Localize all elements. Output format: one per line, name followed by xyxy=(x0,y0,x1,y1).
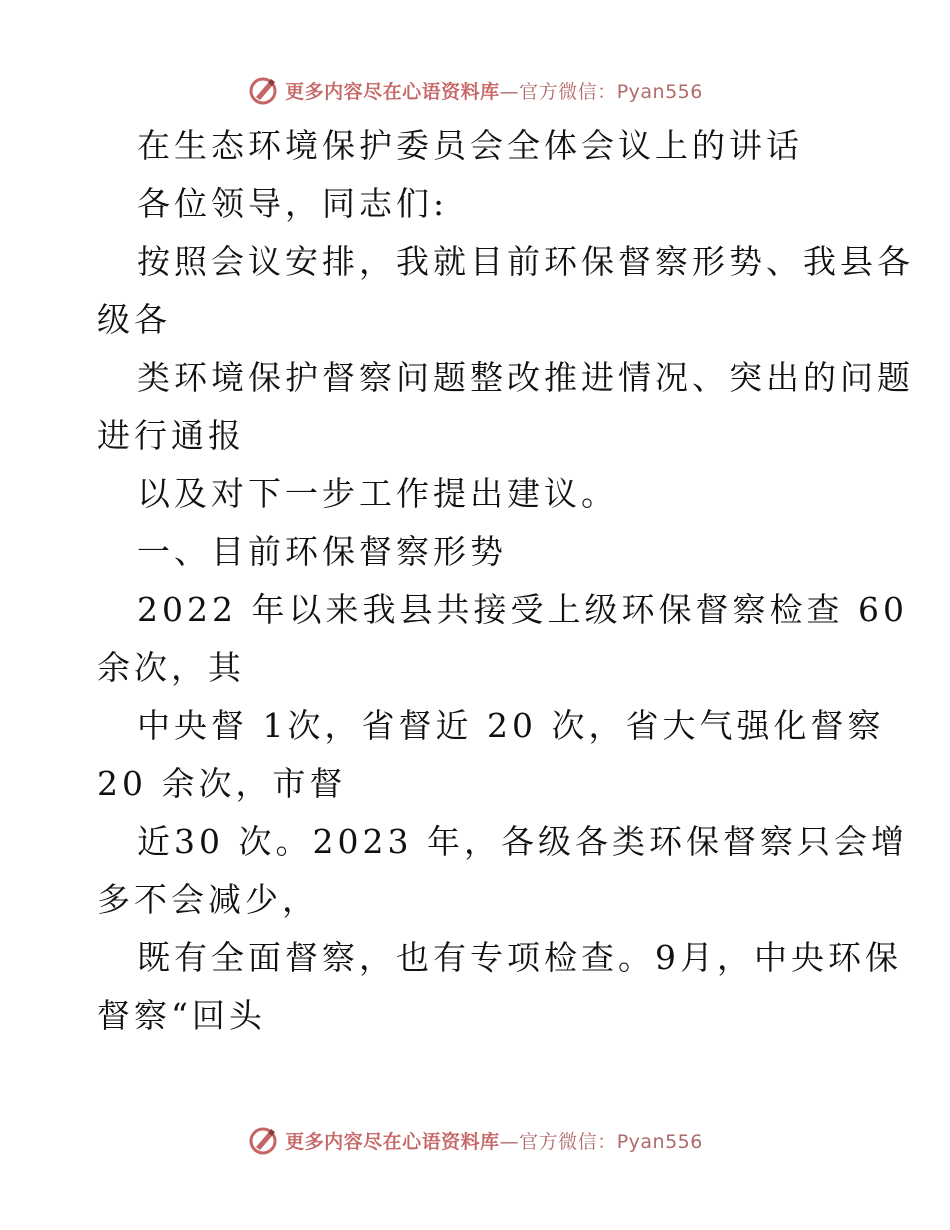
footer-watermark xyxy=(0,1120,950,1160)
paragraph-line: 级各 xyxy=(97,300,171,339)
paragraph-line: 20 余次，市督 xyxy=(97,764,347,803)
paragraph-line: 以及对下一步工作提出建议。 xyxy=(137,474,618,513)
paragraph-line: 多不会减少， xyxy=(97,880,319,919)
document-title: 在生态环境保护委员会全体会议上的讲话 xyxy=(137,126,803,165)
watermark-text: 更多内容尽在心语资料库—官方微信：Pyan556 xyxy=(285,80,703,103)
paragraph-line: 近30 次。2023 年，各级各类环保督察只会增 xyxy=(137,822,908,861)
document-body xyxy=(97,117,914,1045)
pen-circle-icon xyxy=(247,1124,279,1156)
header-watermark xyxy=(0,70,950,110)
pen-circle-icon xyxy=(247,74,279,106)
paragraph-line: 既有全面督察，也有专项检查。9月，中央环保 xyxy=(137,938,902,977)
paragraph-line: 督察“回头 xyxy=(97,996,266,1035)
paragraph-line: 2022 年以来我县共接受上级环保督察检查 60 xyxy=(137,590,908,629)
paragraph-line: 进行通报 xyxy=(97,416,245,455)
section-heading: 一、目前环保督察形势 xyxy=(137,532,507,571)
paragraph-line: 类环境保护督察问题整改推进情况、突出的问题 xyxy=(137,358,914,397)
paragraph-line: 余次，其 xyxy=(97,648,245,687)
paragraph-line: 按照会议安排，我就目前环保督察形势、我县各 xyxy=(137,242,914,281)
paragraph-line: 中央督 1次，省督近 20 次，省大气强化督察 xyxy=(137,706,885,745)
watermark-text: 更多内容尽在心语资料库—官方微信：Pyan556 xyxy=(285,1130,703,1153)
salutation: 各位领导，同志们: xyxy=(137,184,449,223)
